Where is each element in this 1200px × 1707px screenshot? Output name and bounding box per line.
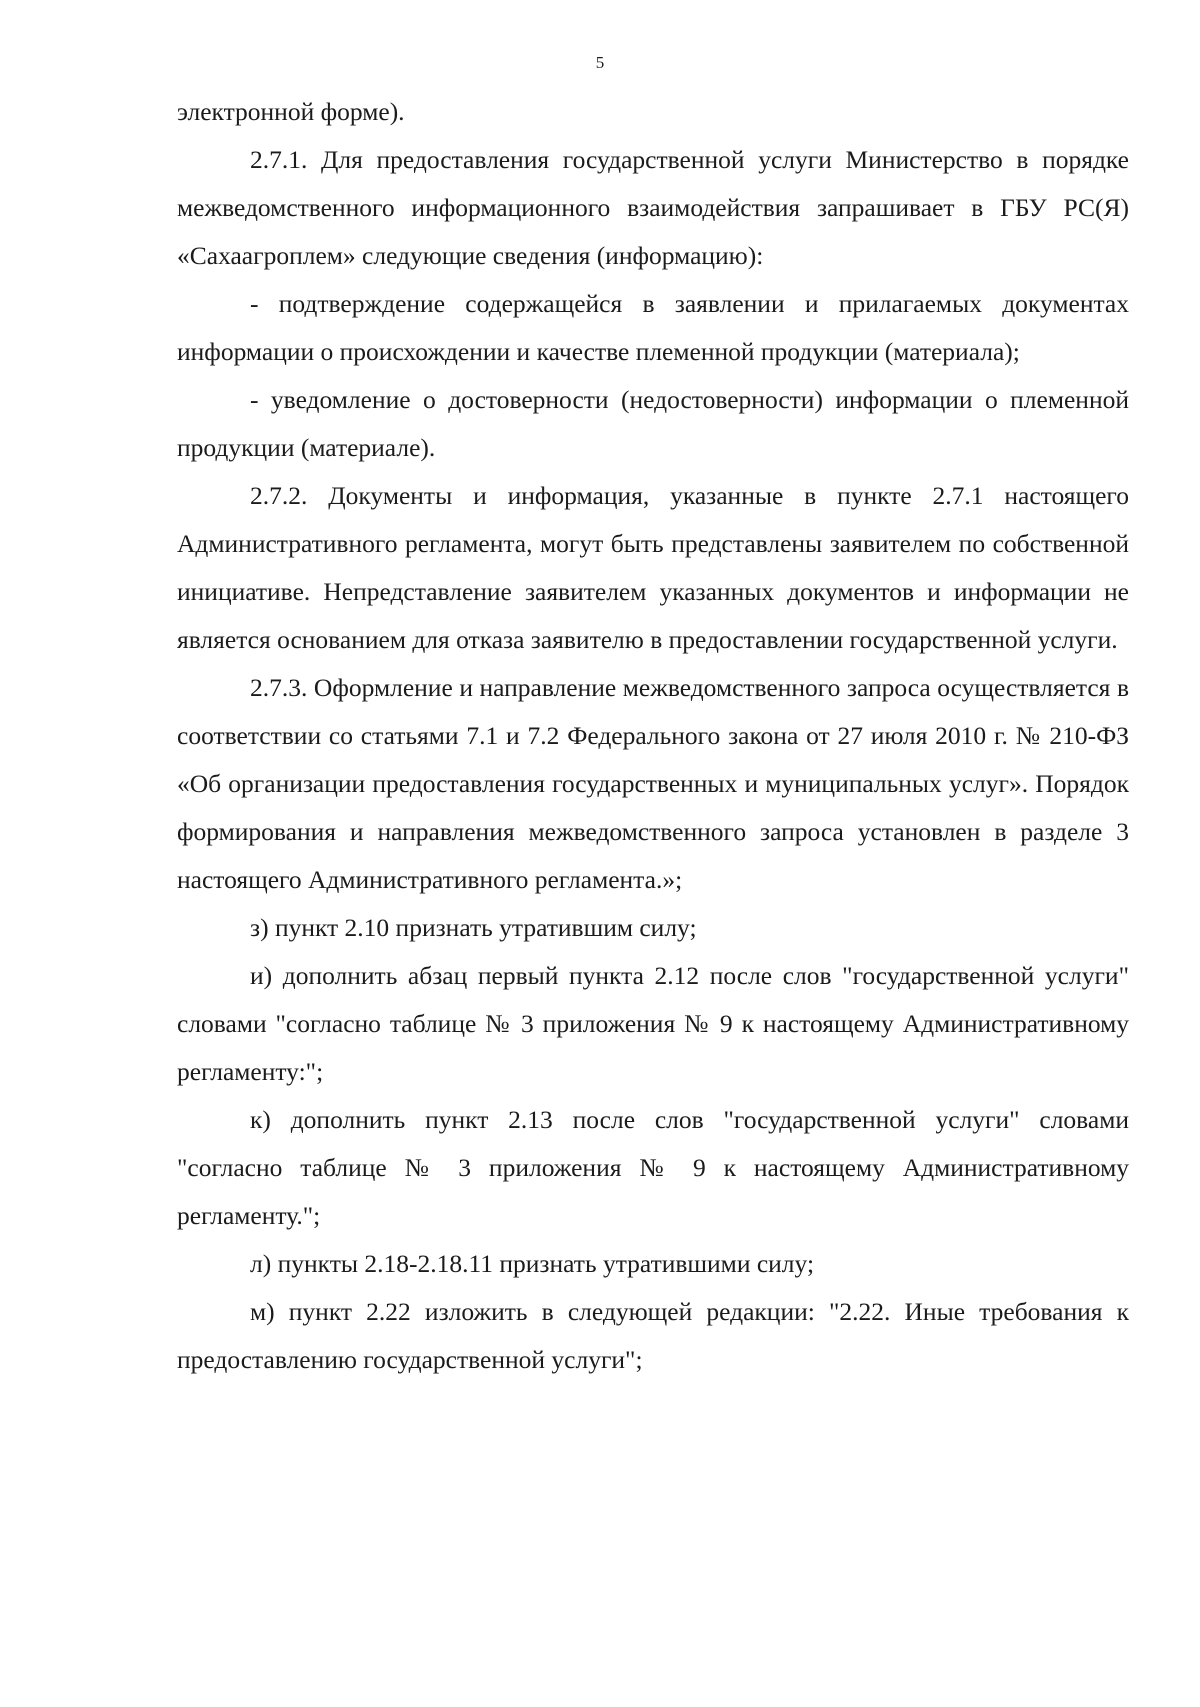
amendment-l: л) пункты 2.18-2.18.11 признать утратившими силу; (250, 1249, 815, 1278)
amendment-k: к) дополнить пункт 2.13 после слов "государственной услуги" словами "согласно таблице № 3 приложения № 9 к настоящему Административному регламенту."; (177, 1105, 1129, 1230)
document-body (177, 88, 1129, 1384)
paragraph-2-7-1: 2.7.1. Для предоставления государственной услуги Министерство в порядке межведомственного информационного взаимодействия запрашивает в ГБУ РС(Я) «Сахаагроплем» следующие сведения (информацию): (177, 145, 1129, 270)
list-item-notification: - уведомление о достоверности (недостоверности) информации о племенной продукции (материале). (177, 385, 1129, 462)
amendment-z: з) пункт 2.10 признать утратившим силу; (250, 913, 697, 942)
amendment-i: и) дополнить абзац первый пункта 2.12 после слов "государственной услуги" словами "согласно таблице № 3 приложения № 9 к настоящему Административному регламенту:"; (177, 961, 1129, 1086)
list-item-confirmation: - подтверждение содержащейся в заявлении и прилагаемых документах информации о происхождении и качестве племенной продукции (материала); (177, 289, 1129, 366)
paragraph-2-7-2: 2.7.2. Документы и информация, указанные в пункте 2.7.1 настоящего Административного регламента, могут быть представлены заявителем по собственной инициативе. Непредставление заявителем указанных документов и информации не является основанием для отказа заявителю в предоставлении государственной услуги. (177, 481, 1129, 654)
amendment-m: м) пункт 2.22 изложить в следующей редакции: "2.22. Иные требования к предоставлению государственной услуги"; (177, 1297, 1129, 1374)
paragraph-2-7-3: 2.7.3. Оформление и направление межведомственного запроса осуществляется в соответствии со статьями 7.1 и 7.2 Федерального закона от 27 июля 2010 г. № 210-ФЗ «Об организации предоставления государственных и муниципальных услуг». Порядок формирования и направления межведомственного запроса установлен в разделе 3 настоящего Административного регламента.»; (177, 673, 1129, 894)
page-number: 5 (595, 53, 605, 72)
paragraph-continuation: электронной форме). (177, 97, 405, 126)
